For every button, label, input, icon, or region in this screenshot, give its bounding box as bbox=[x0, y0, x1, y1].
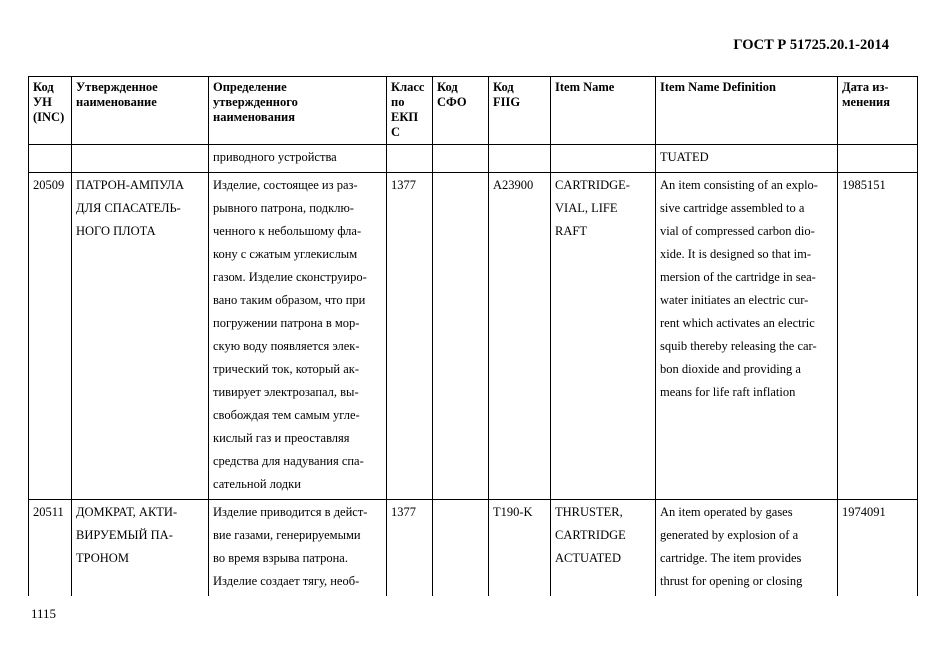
cell-line: ДЛЯ СПАСАТЕЛЬ- bbox=[76, 201, 181, 215]
item-def-cell bbox=[656, 173, 838, 500]
item-def-cell bbox=[656, 145, 838, 173]
sfo-cell bbox=[433, 500, 489, 597]
col-header-sfo: Код СФО bbox=[433, 77, 489, 145]
cell-line: ченного к небольшому фла- bbox=[213, 224, 362, 238]
cell-line: сательной лодки bbox=[213, 477, 301, 491]
date-cell bbox=[838, 145, 918, 173]
item-name-cell bbox=[551, 173, 656, 500]
col-header-item-name: Item Name bbox=[551, 77, 656, 145]
date-cell: 1985151 bbox=[838, 173, 918, 500]
cell-line: THRUSTER, bbox=[555, 505, 623, 519]
cell-line: generated by explosion of a bbox=[660, 528, 799, 542]
definition-cell bbox=[209, 173, 387, 500]
inc-cell: 20509 bbox=[29, 173, 72, 500]
cell-line: CARTRIDGE- bbox=[555, 178, 630, 192]
cell-line: bon dioxide and providing a bbox=[660, 362, 801, 376]
class-cell: 1377 bbox=[387, 173, 433, 500]
cell-line: sive cartridge assembled to a bbox=[660, 201, 805, 215]
cell-line: тивирует электрозапал, вы- bbox=[213, 385, 359, 399]
cell-line: VIAL, LIFE bbox=[555, 201, 618, 215]
cell-line: вано таким образом, что при bbox=[213, 293, 366, 307]
class-cell: 1377 bbox=[387, 500, 433, 597]
cell-line: Изделие, состоящее из раз- bbox=[213, 178, 358, 192]
col-header-item-def: Item Name Definition bbox=[656, 77, 838, 145]
cell-line: RAFT bbox=[555, 224, 587, 238]
col-header-date: Дата из- менения bbox=[838, 77, 918, 145]
page-number: 1115 bbox=[31, 606, 57, 621]
cell-line: газом. Изделие сконструиро- bbox=[213, 270, 367, 284]
fiig-cell bbox=[489, 145, 551, 173]
approved-name-cell bbox=[72, 173, 209, 500]
cell-line: трический ток, который ак- bbox=[213, 362, 360, 376]
col-header-fiig: Код FIIG bbox=[489, 77, 551, 145]
cell-line: во время взрыва патрона. bbox=[213, 551, 348, 565]
cell-line: ТРОНОМ bbox=[76, 551, 129, 565]
col-header-approved-name: Утвержденное наименование bbox=[72, 77, 209, 145]
inc-cell bbox=[29, 145, 72, 173]
cell-line: Изделие приводится в дейст- bbox=[213, 505, 368, 519]
cell-line: TUATED bbox=[660, 150, 709, 164]
table-row bbox=[29, 173, 918, 500]
table-row bbox=[29, 500, 918, 597]
cell-line: rent which activates an electric bbox=[660, 316, 815, 330]
cell-line: ВИРУЕМЫЙ ПА- bbox=[76, 528, 173, 542]
cell-line: water initiates an electric cur- bbox=[660, 293, 809, 307]
cell-line: thrust for opening or closing bbox=[660, 574, 803, 588]
cell-line: squib thereby releasing the car- bbox=[660, 339, 817, 353]
cell-line: вие газами, генерируемыми bbox=[213, 528, 361, 542]
cell-line: An item operated by gases bbox=[660, 505, 793, 519]
definition-cell bbox=[209, 145, 387, 173]
col-header-definition: Определение утвержденного наименования bbox=[209, 77, 387, 145]
inc-cell: 20511 bbox=[29, 500, 72, 597]
header-row bbox=[29, 77, 918, 145]
cell-line: ACTUATED bbox=[555, 551, 621, 565]
date-cell: 1974091 bbox=[838, 500, 918, 597]
item-name-cell bbox=[551, 500, 656, 597]
sfo-cell bbox=[433, 173, 489, 500]
cell-line: xide. It is designed so that im- bbox=[660, 247, 812, 261]
catalog-table bbox=[28, 76, 918, 596]
cell-line: НОГО ПЛОТА bbox=[76, 224, 156, 238]
cell-line: means for life raft inflation bbox=[660, 385, 796, 399]
class-cell bbox=[387, 145, 433, 173]
cell-line: Изделие создает тягу, необ- bbox=[213, 574, 360, 588]
cell-line: vial of compressed carbon dio- bbox=[660, 224, 815, 238]
cell-line: приводного устройства bbox=[213, 150, 337, 164]
cell-line: погружении патрона в мор- bbox=[213, 316, 360, 330]
sfo-cell bbox=[433, 145, 489, 173]
document-code: ГОСТ Р 51725.20.1-2014 bbox=[733, 37, 889, 53]
item-def-cell bbox=[656, 500, 838, 597]
cell-line: кону с сжатым углекислым bbox=[213, 247, 358, 261]
cell-line: кислый газ и преоставляя bbox=[213, 431, 350, 445]
approved-name-cell bbox=[72, 145, 209, 173]
cell-line: рывного патрона, подклю- bbox=[213, 201, 354, 215]
approved-name-cell bbox=[72, 500, 209, 597]
col-header-inc: Код УН (INC) bbox=[29, 77, 72, 145]
fiig-cell: T190-K bbox=[489, 500, 551, 597]
definition-cell bbox=[209, 500, 387, 597]
cell-line: скую воду появляется элек- bbox=[213, 339, 360, 353]
cell-line: mersion of the cartridge in sea- bbox=[660, 270, 816, 284]
cell-line: свобождая тем самым угле- bbox=[213, 408, 360, 422]
col-header-class: Класс по ЕКП С bbox=[387, 77, 433, 145]
cell-line: ПАТРОН-АМПУЛА bbox=[76, 178, 185, 192]
cell-line: средства для надувания спа- bbox=[213, 454, 364, 468]
item-name-cell bbox=[551, 145, 656, 173]
table-row bbox=[29, 145, 918, 173]
cell-line: cartridge. The item provides bbox=[660, 551, 802, 565]
cell-line: CARTRIDGE bbox=[555, 528, 626, 542]
fiig-cell: A23900 bbox=[489, 173, 551, 500]
cell-line: An item consisting of an explo- bbox=[660, 178, 818, 192]
cell-line: ДОМКРАТ, АКТИ- bbox=[76, 505, 178, 519]
